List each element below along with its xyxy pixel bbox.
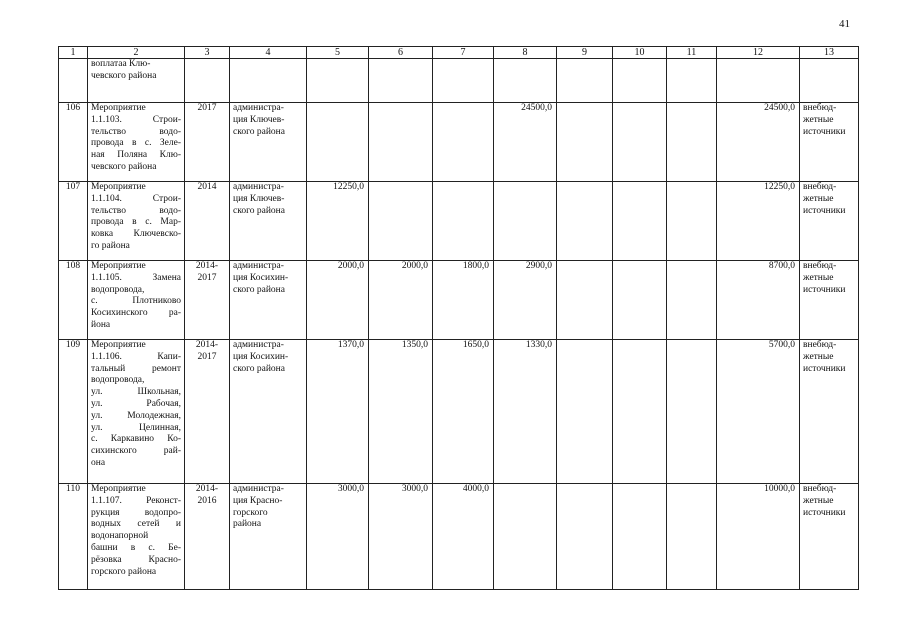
- executor-cell: [230, 182, 307, 261]
- amount-cell-6: [369, 103, 433, 182]
- table-row: [59, 484, 859, 590]
- description-line: с. Плотниково: [91, 296, 181, 307]
- executor-line: ция Ключев-: [233, 114, 285, 125]
- amount-cell-7: 1800,0: [433, 261, 494, 340]
- amount-cell-7: [433, 103, 494, 182]
- amount-cell-10: [613, 59, 667, 103]
- amount-cell-9: [557, 340, 613, 484]
- amount-cell-12: 24500,0: [717, 103, 800, 182]
- amount-cell-6: [369, 182, 433, 261]
- description-line: водопровода,: [91, 375, 145, 386]
- header-cell: 11: [667, 47, 717, 59]
- amount-cell-5: [307, 103, 369, 182]
- description-line: го района: [91, 240, 130, 251]
- amount-cell-5: 3000,0: [307, 484, 369, 590]
- page-number: 41: [839, 18, 850, 30]
- amount-cell-11: [667, 103, 717, 182]
- description-line: чевского района: [91, 70, 157, 81]
- amount-cell-5: 12250,0: [307, 182, 369, 261]
- amount-cell-11: [667, 261, 717, 340]
- table-row: [59, 103, 859, 182]
- funding-source-line: внебюд-: [803, 484, 837, 494]
- year-cell: [185, 484, 230, 590]
- amount-cell-12: [717, 59, 800, 103]
- table-row: [59, 182, 859, 261]
- table-row: [59, 59, 859, 103]
- year-line: 2017: [197, 103, 217, 113]
- amount-cell-12: 12250,0: [717, 182, 800, 261]
- executor-line: горского: [233, 507, 268, 518]
- amount-cell-5: 2000,0: [307, 261, 369, 340]
- description-line: провода в с. Зеле-: [91, 138, 181, 149]
- measure-description-cell: [88, 340, 185, 484]
- description-line: ул. Рабочая,: [91, 398, 181, 409]
- amount-cell-8: [494, 484, 557, 590]
- description-line: 1.1.107. Реконст-: [91, 495, 181, 506]
- amount-cell-6: [369, 59, 433, 103]
- funding-source-line: жетные: [803, 114, 834, 125]
- description-line: 1.1.104. Строи-: [91, 193, 181, 204]
- amount-cell-9: [557, 484, 613, 590]
- amount-cell-11: [667, 59, 717, 103]
- executor-line: ского района: [233, 126, 285, 137]
- measure-description-cell: [88, 182, 185, 261]
- amount-cell-8: [494, 182, 557, 261]
- amount-cell-12: 8700,0: [717, 261, 800, 340]
- funding-source-cell: [800, 484, 859, 590]
- year-line: 2017: [197, 351, 217, 362]
- table-body: [59, 47, 859, 590]
- description-line: рёзовка Красно-: [91, 554, 181, 565]
- executor-line: ция Ключев-: [233, 193, 285, 204]
- description-line: 1.1.106. Капи-: [91, 351, 181, 362]
- header-cell: 9: [557, 47, 613, 59]
- funding-source-cell: [800, 340, 859, 484]
- amount-cell-12: 10000,0: [717, 484, 800, 590]
- executor-cell: [230, 103, 307, 182]
- executor-cell: [230, 261, 307, 340]
- amount-cell-12: 5700,0: [717, 340, 800, 484]
- measure-description-cell: [88, 103, 185, 182]
- year-line: 2017: [197, 272, 217, 283]
- executor-cell: [230, 484, 307, 590]
- amount-cell-10: [613, 340, 667, 484]
- description-line: 1.1.103. Строи-: [91, 114, 181, 125]
- table-row: [59, 340, 859, 484]
- year-cell: [185, 261, 230, 340]
- year-line: 2014: [197, 182, 217, 192]
- amount-cell-8: 1330,0: [494, 340, 557, 484]
- description-line: чевского района: [91, 161, 157, 172]
- executor-line: администра-: [233, 484, 284, 494]
- executor-line: администра-: [233, 261, 284, 271]
- funding-source-line: источники: [803, 284, 846, 295]
- year-line: 2016: [197, 495, 217, 506]
- row-number-cell: 106: [59, 103, 88, 182]
- description-line: Мероприятие: [91, 340, 146, 350]
- description-line: провода в с. Мар-: [91, 217, 181, 228]
- description-line: горского района: [91, 566, 157, 577]
- executor-line: ция Косихин-: [233, 272, 289, 283]
- description-line: ная Поляна Клю-: [91, 150, 181, 161]
- funding-source-cell: [800, 103, 859, 182]
- header-cell: 3: [185, 47, 230, 59]
- header-cell: 6: [369, 47, 433, 59]
- funding-source-line: внебюд-: [803, 340, 837, 350]
- description-line: сихинского рай-: [91, 446, 181, 457]
- row-number-cell: [59, 59, 88, 103]
- amount-cell-9: [557, 182, 613, 261]
- executor-line: района: [233, 519, 262, 530]
- header-cell: 12: [717, 47, 800, 59]
- program-table: [58, 46, 859, 590]
- amount-cell-8: 2900,0: [494, 261, 557, 340]
- measure-description-cell: [88, 261, 185, 340]
- funding-source-line: жетные: [803, 351, 834, 362]
- funding-source-cell: [800, 261, 859, 340]
- executor-line: администра-: [233, 340, 284, 350]
- amount-cell-10: [613, 103, 667, 182]
- amount-cell-9: [557, 59, 613, 103]
- amount-cell-7: 1650,0: [433, 340, 494, 484]
- amount-cell-11: [667, 182, 717, 261]
- funding-source-line: жетные: [803, 193, 834, 204]
- amount-cell-11: [667, 340, 717, 484]
- description-line: 1.1.105. Замена: [91, 272, 181, 283]
- amount-cell-5: 1370,0: [307, 340, 369, 484]
- description-line: ковка Ключевско-: [91, 229, 181, 240]
- header-row: [59, 47, 859, 59]
- description-line: тальный ремонт: [91, 363, 181, 374]
- description-line: ул. Целинная,: [91, 422, 181, 433]
- amount-cell-8: [494, 59, 557, 103]
- amount-cell-6: 2000,0: [369, 261, 433, 340]
- description-line: воплатаа Клю-: [91, 59, 151, 69]
- year-line: 2014-: [195, 484, 219, 494]
- funding-source-cell: [800, 59, 859, 103]
- amount-cell-10: [613, 261, 667, 340]
- amount-cell-7: [433, 59, 494, 103]
- description-line: водных сетей и: [91, 519, 181, 530]
- executor-line: администра-: [233, 182, 284, 192]
- year-cell: [185, 340, 230, 484]
- measure-description-cell: [88, 59, 185, 103]
- row-number-cell: 109: [59, 340, 88, 484]
- amount-cell-7: 4000,0: [433, 484, 494, 590]
- description-line: водонапорной: [91, 531, 149, 542]
- executor-cell: [230, 59, 307, 103]
- amount-cell-7: [433, 182, 494, 261]
- funding-source-line: источники: [803, 507, 846, 518]
- amount-cell-8: 24500,0: [494, 103, 557, 182]
- executor-line: ского района: [233, 205, 285, 216]
- description-line: тельство водо-: [91, 205, 181, 216]
- funding-source-line: источники: [803, 363, 846, 374]
- measure-description-cell: [88, 484, 185, 590]
- description-line: Мероприятие: [91, 484, 146, 494]
- header-cell: 8: [494, 47, 557, 59]
- executor-line: ского района: [233, 284, 285, 295]
- amount-cell-6: 1350,0: [369, 340, 433, 484]
- description-line: башни в с. Бе-: [91, 542, 181, 553]
- header-cell: 13: [800, 47, 859, 59]
- row-number-cell: 108: [59, 261, 88, 340]
- description-line: водопровода,: [91, 284, 145, 295]
- funding-source-line: жетные: [803, 272, 834, 283]
- amount-cell-10: [613, 182, 667, 261]
- table-row: [59, 261, 859, 340]
- year-cell: [185, 59, 230, 103]
- description-line: Мероприятие: [91, 261, 146, 271]
- funding-source-line: внебюд-: [803, 261, 837, 271]
- header-cell: 1: [59, 47, 88, 59]
- executor-line: ского района: [233, 363, 285, 374]
- description-line: она: [91, 457, 106, 468]
- amount-cell-5: [307, 59, 369, 103]
- description-line: Мероприятие: [91, 182, 146, 192]
- header-cell: 7: [433, 47, 494, 59]
- amount-cell-9: [557, 103, 613, 182]
- description-line: тельство водо-: [91, 126, 181, 137]
- amount-cell-9: [557, 261, 613, 340]
- funding-source-line: внебюд-: [803, 103, 837, 113]
- year-cell: [185, 103, 230, 182]
- header-cell: 10: [613, 47, 667, 59]
- row-number-cell: 110: [59, 484, 88, 590]
- executor-line: администра-: [233, 103, 284, 113]
- description-line: с. Каркавино Ко-: [91, 434, 181, 445]
- executor-cell: [230, 340, 307, 484]
- description-line: Косихинского ра-: [91, 308, 181, 319]
- description-line: ул. Молодежная,: [91, 410, 181, 421]
- funding-source-cell: [800, 182, 859, 261]
- amount-cell-10: [613, 484, 667, 590]
- header-cell: 5: [307, 47, 369, 59]
- funding-source-line: жетные: [803, 495, 834, 506]
- header-cell: 2: [88, 47, 185, 59]
- year-line: 2014-: [195, 340, 219, 350]
- description-line: йона: [91, 319, 111, 330]
- funding-source-line: источники: [803, 126, 846, 137]
- year-line: 2014-: [195, 261, 219, 271]
- executor-line: ция Красно-: [233, 495, 283, 506]
- executor-line: ция Косихин-: [233, 351, 289, 362]
- funding-source-line: внебюд-: [803, 182, 837, 192]
- funding-source-line: источники: [803, 205, 846, 216]
- header-cell: 4: [230, 47, 307, 59]
- description-line: Мероприятие: [91, 103, 146, 113]
- description-line: ул. Школьная,: [91, 387, 181, 398]
- description-line: рукция водопро-: [91, 507, 181, 518]
- amount-cell-11: [667, 484, 717, 590]
- amount-cell-6: 3000,0: [369, 484, 433, 590]
- row-number-cell: 107: [59, 182, 88, 261]
- year-cell: [185, 182, 230, 261]
